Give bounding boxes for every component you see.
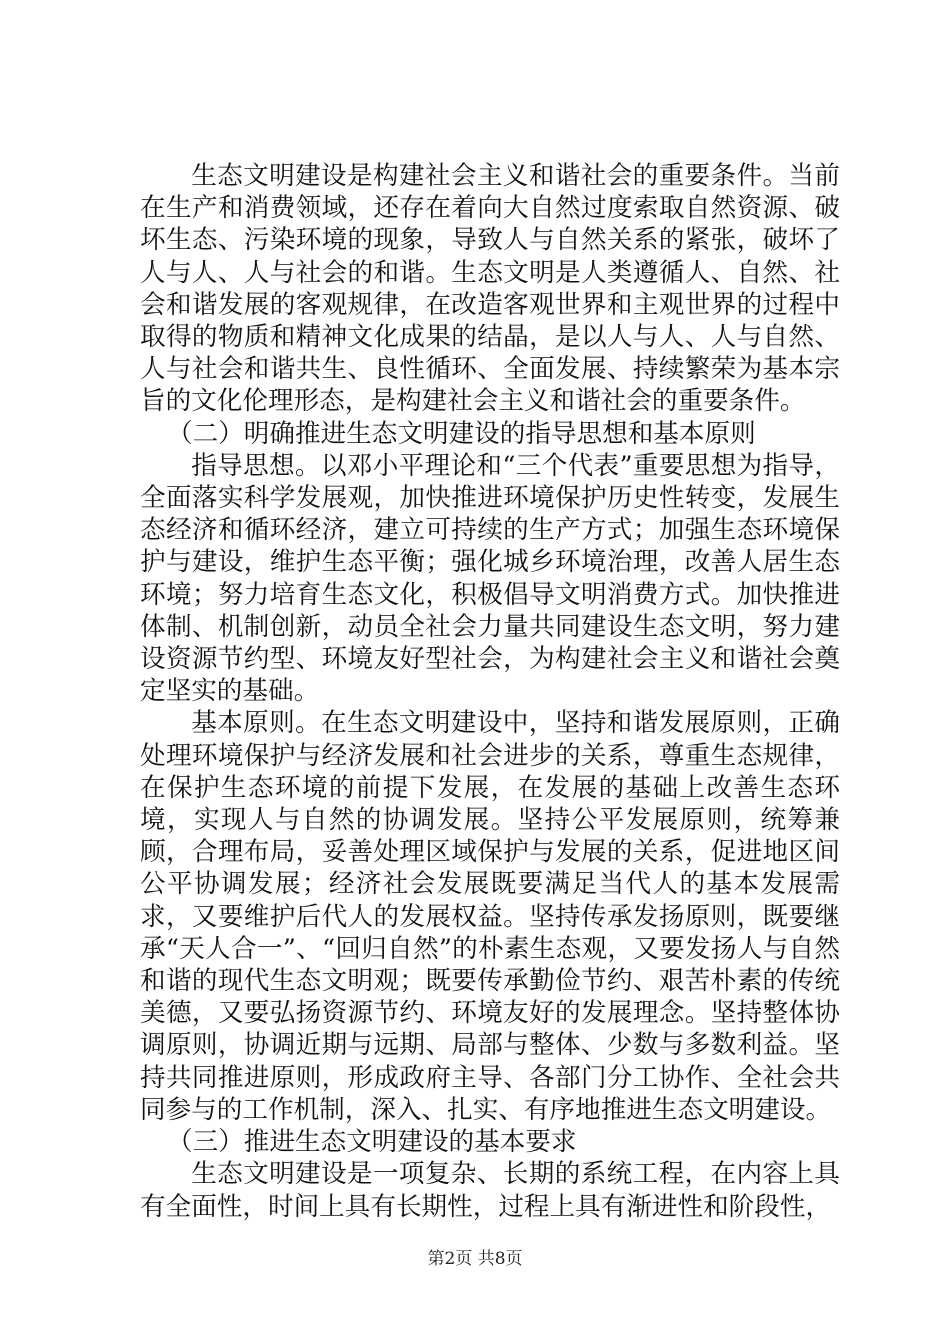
page-footer: 第2页 共8页 — [427, 1249, 523, 1269]
section-heading-2: （二）明确推进生态文明建设的指导思想和基本原则 — [167, 418, 756, 449]
paragraph-basic-principles: 基本原则。在生态文明建设中，坚持和谐发展原则，正确处理环境保护与经济发展和社会进步的关系，尊重生态规律，在保护生态环境的前提下发展，在发展的基础上改善生态环境，实现人与自然的协调发展。坚持公平发展原则，统筹兼顾，合理布局，妥善处理区域保护与发展的关系，促进地区间公平协调发展；经济社会发展既要满足当代人的基本发展需求，又要维护后代人的发展权益。坚持传承发扬原则，既要继承“天人合一”、“回归自然”的朴素生态观，又要发扬人与自然和谐的现代生态文明观；既要传承勤俭节约、艰苦朴素的传统美德，又要弘扬资源节约、环境友好的发展理念。坚持整体协调原则，协调近期与远期、局部与整体、少数与多数利益。坚持共同推进原则，形成政府主导、各部门分工协作、全社会共同参与的工作机制，深入、扎实、有序地推进生态文明建设。 — [140, 708, 840, 1125]
paragraph-basic-requirements: 生态文明建设是一项复杂、长期的系统工程，在内容上具有全面性，时间上具有长期性，过程上具有渐进性和阶段性， — [140, 1159, 840, 1222]
paragraph-guiding-ideology: 指导思想。以邓小平理论和“三个代表”重要思想为指导，全面落实科学发展观，加快推进环境保护历史性转变，发展生态经济和循环经济，建立可持续的生产方式；加强生态环境保护与建设，维护生态平衡；强化城乡环境治理，改善人居生态环境；努力培育生态文化，积极倡导文明消费方式。加快推进体制、机制创新，动员全社会力量共同建设生态文明，努力建设资源节约型、环境友好型社会，为构建社会主义和谐社会奠定坚实的基础。 — [140, 450, 840, 707]
paragraph-1: 生态文明建设是构建社会主义和谐社会的重要条件。当前在生产和消费领域，还存在着向大自然过度索取自然资源、破坏生态、污染环境的现象，导致人与自然关系的紧张，破坏了人与人、人与社会的和谐。生态文明是人类遵循人、自然、社会和谐发展的客观规律，在改造客观世界和主观世界的过程中取得的物质和精神文化成果的结晶，是以人与人、人与自然、人与社会和谐共生、良性循环、全面发展、持续繁荣为基本宗旨的文化伦理形态，是构建社会主义和谐社会的重要条件。 — [140, 161, 840, 417]
document-body — [140, 160, 840, 1223]
section-heading-3: （三）推进生态文明建设的基本要求 — [167, 1127, 577, 1158]
